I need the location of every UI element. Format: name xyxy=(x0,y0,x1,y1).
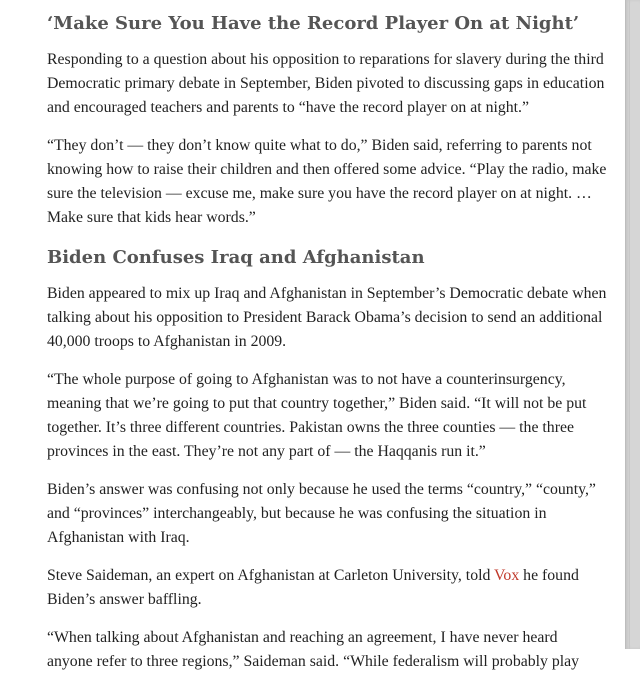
paragraph: “They don’t — they don’t know quite what to do,” Biden said, referring to parents not knowing how to raise their children and then offered some advice. “Play the radio, make sure the television — excuse me, make sure you have the record player on at night. … Make sure that kids hear words.” xyxy=(47,137,607,226)
paragraph-text: Steve Saideman, an expert on Afghanistan at Carleton University, told xyxy=(47,567,495,584)
paragraph: Biden’s answer was confusing not only because he used the terms “country,” “county,” and “provinces” interchangeably, but because he was confusing the situation in Afghanistan with Iraq. xyxy=(47,481,596,546)
window-right-edge xyxy=(625,0,640,649)
paragraph: “The whole purpose of going to Afghanistan was to not have a counterinsurgency, meaning that we’re going to put that country together,” Biden said. “It will not be put together. It’s three different countries. Pakistan owns the three counties — the three provinces in the east. They’re not any part of — the Haqqanis run it.” xyxy=(47,371,587,460)
paragraph: Biden appeared to mix up Iraq and Afghanistan in September’s Democratic debate when talking about his opposition to President Barack Obama’s decision to send an additional 40,000 troops to Afghanistan in 2009. xyxy=(47,285,607,350)
section-heading-record-player: ‘Make Sure You Have the Record Player On at Night’ xyxy=(47,13,580,34)
paragraph-saideman xyxy=(47,564,607,612)
window-edge-line xyxy=(629,0,630,649)
paragraph: Responding to a question about his opposition to reparations for slavery during the third Democratic primary debate in September, Biden pivoted to discussing gaps in education and encouraged teachers and parents to “have the record player on at night.” xyxy=(47,51,605,116)
article-body xyxy=(47,10,607,688)
paragraph-last: “When talking about Afghanistan and reaching an agreement, I have never heard anyone refer to three regions,” Saideman said. “While federalism will probably play xyxy=(47,629,580,670)
paragraph-text: he found Biden’s answer baffling. xyxy=(47,567,579,608)
vox-link[interactable]: Vox xyxy=(494,567,520,584)
section-heading-iraq-afghanistan: Biden Confuses Iraq and Afghanistan xyxy=(47,247,425,268)
